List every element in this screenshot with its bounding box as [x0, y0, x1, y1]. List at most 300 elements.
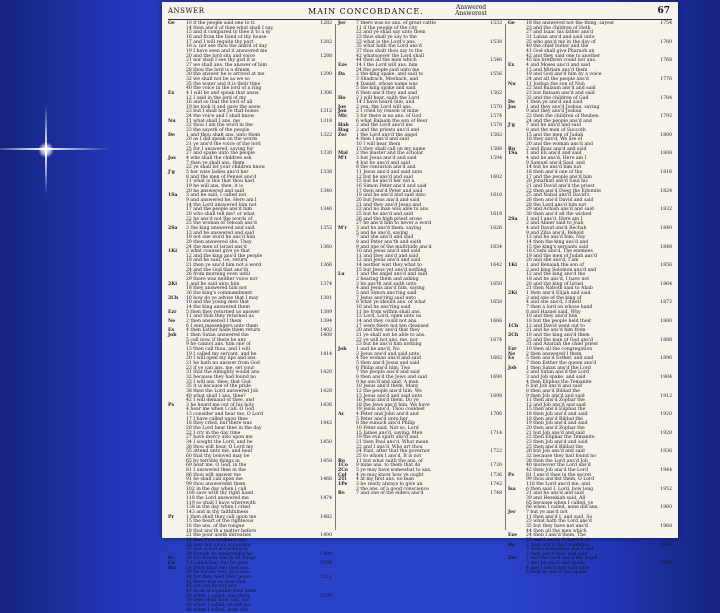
- column-1: [168, 21, 332, 613]
- entry-text: 5 and he ans'd, saying: [356, 230, 408, 236]
- book-ref: Joe: [338, 104, 347, 110]
- entry-text: 37 and I ans'd, O Lord God: [526, 537, 589, 543]
- book-ref: Jos: [168, 156, 176, 162]
- verse-number: 1538: [490, 39, 502, 45]
- book-ref: Ezr: [508, 346, 517, 352]
- verse-number: 1512: [320, 575, 332, 581]
- entry-text: 25 but he ans'd and said: [356, 211, 413, 217]
- entry-text: 35 it is because of the pride: [186, 384, 252, 390]
- entry-text: 23 thus shall ye say to the: [356, 34, 417, 40]
- entry-text: 3 he heard me out of his holy: [186, 402, 255, 408]
- verse-number: 1730: [490, 463, 502, 469]
- entry-text: 8 then ans'd the Jews and said: [356, 374, 427, 380]
- entry-text: 22 then Eliphaz the Temanite: [526, 435, 595, 441]
- entry-text: 14 I the Lord will ans. him: [356, 62, 418, 68]
- entry-text: 18 Cushi ans'd, The enemies: [526, 249, 593, 255]
- entry-text: 60 that thy beloved may be: [186, 454, 250, 460]
- entry-text: 17 and the people ans'd him: [186, 207, 252, 213]
- entry-text: 42 and they said one to another: [526, 53, 601, 59]
- entry-text: 5 the king spake and said: [356, 86, 416, 92]
- entry-text: 35 what hath the Lord ans'd: [356, 44, 422, 50]
- book-ref: Ne: [508, 351, 516, 357]
- entry-text: 22 and Balaam ans'd and said: [526, 86, 596, 92]
- verse-number: 1574: [490, 114, 502, 120]
- verse-number: 1816: [660, 170, 672, 175]
- book-ref: Zec: [508, 556, 518, 562]
- entry-text: 16 the ans. of the tongue: [186, 523, 245, 529]
- entry-text: 22 he ans'd not the words of: [186, 216, 253, 222]
- entry-text: 9 he ans'd and said, A man: [356, 379, 419, 385]
- book-ref: Ca: [168, 561, 175, 567]
- entry-text: 14 what shall one then ans.: [186, 565, 251, 571]
- verse-number: 1968: [660, 523, 672, 529]
- verse-number: 1490: [320, 533, 332, 539]
- verse-number: 1920: [660, 412, 672, 418]
- entry-text: 21 ye shall not be able to ans.: [356, 332, 426, 338]
- entry-text: 18 they ans'd, We are of: [526, 137, 583, 143]
- entry-text: 13 then call thou, and I will: [186, 346, 251, 352]
- verse-number: 1928: [660, 430, 672, 436]
- entry-text: 14 and they could not ans.: [356, 319, 418, 324]
- entry-text: 29 there was neither voice nor: [186, 277, 258, 283]
- entry-text: 25 and Nabal ans'd David's: [526, 193, 590, 199]
- verse-number: 1650: [490, 281, 502, 287]
- entry-text: 40 the chief butler and the: [526, 44, 589, 50]
- verse-number: 1394: [320, 319, 332, 324]
- entry-text: 28 thou the lord is a dream: [186, 67, 250, 73]
- entry-text: 3 the king answered and said: [186, 225, 255, 231]
- entry-text: 22 and no man was able to ans.: [356, 207, 430, 213]
- entry-text: 49 in an acceptable time have: [186, 589, 256, 595]
- entry-text: 29 and Achish ans'd and said: [526, 207, 594, 213]
- entry-text: 42 whatsoever the Lord shall: [356, 53, 424, 59]
- column-2: [338, 22, 502, 532]
- entry-text: 25 to whom I ans'd, It is not: [356, 454, 422, 460]
- entry-text: 7 and she ans'd and said: [356, 235, 414, 241]
- entry-text: 22 I cry in the day time: [186, 430, 241, 436]
- entry-text: 2 and the Lord ans'd me: [356, 123, 413, 129]
- entry-text: 6 I sent messengers unto them: [186, 323, 259, 329]
- entry-text: 4 I will be and speak that answ.: [186, 90, 260, 96]
- entry-text: 32 we shall not be as we so: [186, 76, 250, 82]
- entry-text: 15 the heart of the righteous: [186, 519, 254, 525]
- entry-text: 26 then ans'd David and said: [526, 197, 594, 203]
- book-ref: Job: [168, 332, 177, 338]
- entry-text: 10 and Jesus ans'd and said: [356, 249, 421, 255]
- verse-number: 1856: [660, 263, 672, 269]
- entry-text: 23 but Balaam ans'd and said: [526, 90, 595, 96]
- book-ref: 2Ki: [168, 281, 177, 287]
- entry-text: 11 Jesus ans'd and said unto: [356, 170, 423, 175]
- entry-text: 38 then the Lord ans'd Job: [526, 458, 588, 464]
- entry-text: 25 then ans'd Bildad the: [526, 444, 583, 450]
- entry-text: 15 then ans'd Eliphaz the: [526, 407, 586, 413]
- entry-text: 19 and God ans'd him by a voice: [526, 72, 602, 78]
- entry-text: 21 and they ans'd Jesus and: [356, 202, 422, 208]
- entry-text: 99 thou answeredst them: [186, 481, 246, 487]
- entry-text: 9 Samuel ans'd Saul, and: [526, 160, 585, 166]
- entry-text: 9 mine ans. to them that do: [356, 463, 421, 469]
- book-ref: Nu: [168, 118, 176, 124]
- entry-text: 13 Lord, Lord, open unto us: [356, 314, 422, 320]
- entry-text: 12 and Jesus ans'd and said: [356, 258, 421, 264]
- book-ref: Da: [338, 72, 345, 78]
- book-ref: Jer: [338, 21, 346, 26]
- verse-number: 1330: [320, 151, 332, 157]
- verse-number: 1360: [320, 244, 332, 250]
- verse-number: 1888: [660, 337, 672, 343]
- entry-text: 21 and David ans'd the priest: [526, 183, 595, 189]
- entry-text: 91 he shall call upon me: [186, 477, 243, 483]
- book-ref: 1Co: [338, 463, 348, 469]
- book-ref: 1Ki: [508, 263, 517, 269]
- entry-text: 14 the Lord answered him not: [186, 202, 257, 208]
- verse-number: 1442: [320, 421, 332, 427]
- book-ref: Isa: [508, 486, 516, 492]
- entry-text: 3 and Job spake, and said: [526, 374, 586, 380]
- book-ref: Zec: [338, 132, 348, 138]
- entry-text: 20 and she ans'd, I am: [526, 258, 579, 264]
- entry-text: 33 what is the Lord's ans.: [356, 39, 417, 45]
- book-ref: Re: [338, 491, 345, 497]
- verse-number: 1420: [320, 370, 332, 376]
- entry-text: 7 then Esther the queen ans'd: [526, 360, 597, 366]
- book-ref: 2Ch: [168, 295, 179, 301]
- entry-text: 3 he ans'th and saith unto: [356, 281, 417, 287]
- entry-text: 11 he from within shall ans.: [356, 309, 421, 315]
- entry-text: 16 Simon Peter ans'd and said: [356, 183, 427, 189]
- entry-text: 3 and he said, I called not: [186, 193, 247, 199]
- entry-text: 6 Philip ans'd him, Two: [356, 365, 411, 371]
- verse-number: 1706: [490, 412, 502, 418]
- book-ref: M't: [338, 156, 347, 162]
- verse-number: 1736: [490, 472, 502, 478]
- entry-text: 10 how do ye advise that I may: [186, 295, 259, 301]
- verse-number: 1808: [660, 151, 672, 157]
- entry-text: 17 then ans'd Peter and said: [356, 188, 423, 194]
- entry-text: 21 and he ans'd and said: [526, 491, 584, 497]
- entry-text: 23 then Job ans'd and said: [526, 440, 588, 446]
- entry-text: 22 thou I am the word in the: [186, 123, 253, 129]
- entry-text: 24 and all the people ans'd: [526, 76, 589, 82]
- entry-text: 2 and the priests ans'd and: [356, 128, 420, 134]
- entry-text: 5 call now, if there be any: [186, 337, 247, 343]
- verse-number: 1824: [660, 188, 672, 194]
- entry-text: 108 save with thy right hand: [186, 491, 254, 497]
- book-ref: M'r: [338, 225, 347, 231]
- entry-text: 14 then the king ans'd and: [526, 239, 589, 245]
- entry-text: 7 but ye ans'd not: [526, 509, 568, 515]
- entry-text: 21 then ye ans'd him not a word: [186, 263, 262, 269]
- book-ref: Ps: [508, 472, 515, 478]
- entry-text: 24 Paul, after that the governor: [356, 449, 430, 455]
- entry-text: 15 the king's servants said: [526, 244, 589, 250]
- entry-text: 31 that the Almighty would ans.: [186, 370, 261, 376]
- entry-text: 22 then the children of Reuben: [526, 114, 599, 120]
- entry-text: 14 I have heard him, and: [356, 100, 415, 106]
- verse-number: 1436: [320, 402, 332, 408]
- entry-text: 4 and he ans'd, Here am I: [526, 156, 587, 162]
- entry-text: 3 the ans. of a good conscience: [356, 486, 430, 492]
- entry-text: 40 the voice in the lord of a ring: [186, 86, 262, 92]
- entry-text: 23 and the children of Heth: [526, 25, 591, 31]
- verse-number: 1338: [320, 170, 332, 175]
- entry-text: 19 he took it and gave the answ.: [186, 104, 262, 110]
- entry-text: 23 what hath the Lord ans'd: [526, 519, 592, 525]
- book-ref: Col: [338, 472, 347, 478]
- concordance-page: [162, 2, 678, 613]
- entry-text: 8 the eunuch ans'd Philip: [356, 421, 416, 427]
- entry-text: 3 for there is no ans. of God: [356, 114, 422, 120]
- column-divider: [505, 24, 506, 530]
- verse-number: 1960: [660, 505, 672, 511]
- verse-number: 1466: [320, 477, 332, 483]
- entry-text: 8 and Peter ans'th and saith: [356, 239, 422, 245]
- entry-text: 20 but Jesus ans'd and said: [356, 197, 420, 203]
- book-ref: 1Sa: [508, 151, 518, 157]
- entry-text: 33 I will ans. thee, that God: [186, 379, 251, 385]
- entry-text: 15 and Miriam ans'd them: [526, 67, 588, 73]
- entry-text: 21 and he ans'd him from: [526, 328, 586, 334]
- entry-text: 1 and they ans'd Joshua, saying: [526, 104, 600, 110]
- book-ref: 1Ki: [168, 249, 177, 255]
- entry-text: 6 then he ans'd and spake: [526, 570, 587, 576]
- book-ref: Ge: [508, 21, 515, 26]
- entry-text: 2 I cried by reason of mine: [356, 109, 419, 115]
- entry-text: 10 Peter said, Not so, Lord: [356, 426, 419, 432]
- book-ref: Ge: [168, 21, 175, 26]
- entry-text: 10 and they ans'd him: [526, 314, 578, 320]
- entry-text: 15 but he ans'd her not a: [356, 179, 415, 185]
- book-ref: Es: [508, 356, 515, 362]
- book-ref: [508, 571, 526, 576]
- verse-number: 1634: [490, 244, 502, 250]
- entry-text: 32 because they had found no: [526, 454, 596, 460]
- entry-text: 29 though he understand he: [186, 551, 253, 557]
- entry-text: 58 then shalt thou call, and: [186, 598, 250, 604]
- entry-text: 5 and Simon ans'ring said: [356, 291, 417, 297]
- guide-word-bottom: Answerest: [455, 10, 487, 17]
- entry-text: 4 and Jesus ans'd him, saying: [356, 286, 425, 292]
- entry-text: 23 if ye can ans. me, set your: [186, 365, 255, 371]
- entry-text: 45 his brethren could not ans.: [526, 58, 597, 64]
- column-3: [508, 21, 672, 576]
- verse-number: 1282: [320, 39, 332, 45]
- book-ref: Hag: [338, 128, 349, 134]
- entry-text: 22 ye will not ans. me, nor: [356, 337, 418, 343]
- entry-text: 5 I called him, but he gave: [186, 561, 249, 567]
- entry-text: 10 and he ans'ring said: [356, 305, 411, 311]
- entry-text: 30 then ans'd all the wicked: [526, 211, 592, 217]
- verse-number: 1556: [490, 72, 502, 78]
- entry-text: 8 and the men of Penuel ans'd: [186, 174, 257, 180]
- verse-number: 1366: [320, 263, 332, 269]
- verse-number: 1872: [660, 300, 672, 306]
- entry-text: 4 hear me when I call, O God: [186, 407, 255, 413]
- entry-text: 2 then answered I them: [526, 351, 582, 357]
- entry-text: 18 the Jews ans'd him, We have: [356, 402, 430, 408]
- verse-number: 1742: [490, 481, 502, 487]
- entry-text: 2 what counsel give ye that: [186, 249, 250, 255]
- entry-text: 16 Jesus ans'd them, Do ye: [356, 398, 419, 404]
- entry-text: 23 but I shall not ye that bones: [186, 109, 259, 115]
- entry-text: 44 then all the men which: [526, 528, 587, 534]
- verse-number: 1848: [660, 244, 672, 250]
- verse-number: 1768: [660, 58, 672, 64]
- entry-text: 3 and he ans'd and spake: [526, 561, 585, 567]
- entry-text: 20 who shall tell me? or what: [186, 211, 255, 217]
- entry-text: 1 then Satan ans'd the Lord: [526, 365, 591, 371]
- verse-number: 1588: [490, 146, 502, 152]
- entry-text: 25 for I answered, saying for: [186, 146, 254, 152]
- book-ref: Ne: [168, 319, 176, 324]
- entry-text: 4 then Eliphaz the Temanite: [526, 379, 592, 385]
- entry-text: 13 and he answered and said: [186, 230, 255, 236]
- entry-text: 40 what shall I ans. thee?: [186, 393, 246, 399]
- entry-text: 65 by terrible things in: [186, 458, 240, 464]
- verse-number: 1602: [490, 174, 502, 180]
- entry-text: 10 but money ans'th all things: [186, 556, 257, 562]
- book-ref: Mal: [338, 151, 348, 157]
- book-ref: Hab: [338, 123, 349, 129]
- verse-number: [320, 609, 332, 613]
- book-ref: Ex: [508, 62, 515, 68]
- entry-text: 118 the Lord ans'd me, and: [526, 481, 590, 487]
- entry-text: 69 hear me, O God, in the: [186, 463, 247, 469]
- column-divider: [335, 24, 336, 530]
- entry-text: 18 that ans'th a matter before: [186, 528, 257, 534]
- entry-text: 65 when I called, ye did not: [186, 603, 251, 609]
- verse-number: 1498: [320, 551, 332, 557]
- entry-text: 16 then Job ans'd and said: [526, 412, 588, 418]
- entry-text: 2 hearing them and asking: [356, 277, 419, 283]
- verse-number: 1832: [660, 207, 672, 213]
- entry-text: 4 Peter and John ans'd and: [356, 412, 419, 418]
- verse-number: 1381: [320, 295, 332, 301]
- entry-text: 8 then ans'd Bildad the: [526, 388, 580, 394]
- verse-number: 1626: [490, 225, 502, 231]
- entry-text: 13 consider and hear me, O Lord: [186, 412, 264, 418]
- guide-word-top: Answered: [455, 4, 487, 11]
- entry-text: 1 and he said unto him: [186, 281, 240, 287]
- entry-text: 7 Jesus ans'ring said unto: [356, 295, 416, 301]
- entry-text: 4 then I ans'd and said: [356, 137, 409, 143]
- entry-text: 26 ans. not a fool according: [186, 542, 251, 548]
- entry-text: 21 but Job ans'd and said: [526, 430, 585, 436]
- verse-number: 1346: [320, 207, 332, 213]
- entry-text: 46 yet can he not ans.: [186, 584, 238, 590]
- verse-number: 1984: [660, 561, 672, 567]
- entry-text: 9 then Job ans'd and said: [526, 393, 585, 399]
- book-ref: 1Pe: [338, 481, 348, 487]
- entry-text: 12 I said in the lord of my: [186, 95, 247, 101]
- verse-number: 1748: [490, 491, 502, 497]
- book-ref: 2Ki: [508, 291, 517, 297]
- verse-number: 1610: [490, 193, 502, 199]
- entry-text: 1 then Satan answered the: [186, 332, 249, 338]
- verse-number: 1458: [320, 458, 332, 464]
- header-left-word: ANSWER: [168, 7, 205, 15]
- entry-text: 14 neither wist they what to: [356, 263, 422, 269]
- entry-text: 4 and she ans'd, I dwell: [526, 300, 581, 306]
- verse-number: 1792: [660, 114, 672, 120]
- verse-number: 1840: [660, 225, 672, 231]
- entry-text: 9 and Ziba ans'd, Behold: [526, 230, 584, 236]
- entry-text: 12 but he ans'd and said: [356, 174, 413, 180]
- entry-text: 8 and the men of Succoth: [526, 128, 586, 134]
- entry-text: 24 the men of Israel ans'd: [186, 244, 247, 250]
- entry-text: 24 and the people ans'd and: [526, 118, 592, 124]
- verse-number: 1352: [320, 225, 332, 231]
- verse-number: 1722: [490, 449, 502, 455]
- entry-text: 1 then shall they call upon me: [186, 514, 257, 520]
- entry-text: 27 and Isaac his father ans'd: [526, 30, 594, 36]
- entry-text: 19 not one word he ans'd him: [186, 235, 256, 241]
- book-ref: De: [168, 132, 175, 138]
- entry-text: 6 then said I, Lord, how long: [526, 486, 594, 492]
- entry-text: 21 ye ans'd the voice of the lord: [186, 142, 261, 148]
- verse-number: 1784: [660, 95, 672, 101]
- entry-text: 4 then Esther bade them return: [186, 328, 261, 334]
- entry-text: 3 be ready always to give an: [356, 481, 423, 487]
- entry-text: 3 Jesus ans'd and said unto: [356, 351, 420, 357]
- book-ref: J'g: [508, 123, 515, 129]
- verse-number: 1474: [320, 495, 332, 501]
- entry-text: 9 he cannot ans. him one of: [186, 342, 251, 348]
- verse-number: 1282: [320, 21, 332, 26]
- entry-text: 18 they answered him not: [186, 286, 247, 292]
- verse-number: 1658: [490, 300, 502, 306]
- entry-text: 21 the poor useth intreaties: [186, 533, 252, 539]
- entry-text: 19 then Job ans'd and said: [526, 421, 588, 427]
- entry-text: 10 and the king ans'd them: [526, 332, 590, 338]
- verse-number: 1504: [320, 561, 332, 567]
- verse-number: 1374: [320, 281, 332, 287]
- entry-text: 5 then ans'd Esther, and said: [526, 356, 594, 362]
- entry-text: 55 attend unto me, and hear: [186, 449, 253, 455]
- entry-text: 11 if the people of the city: [356, 25, 418, 31]
- book-ref: Mic: [338, 114, 348, 120]
- book-ref: Nu: [508, 81, 516, 87]
- verse-number: 1936: [660, 449, 672, 455]
- entry-text: 4 and David ans'd Rechab: [526, 225, 587, 231]
- entry-text: 18 a. not see thou the ansrd of day: [186, 44, 268, 50]
- entry-text: 18 then ans'd Bildad the: [526, 416, 583, 422]
- entry-text: 18 but the people held their: [526, 319, 592, 324]
- entry-text: 11 what shall I ans. me: [186, 118, 241, 124]
- book-ref: Ho: [338, 95, 346, 101]
- verse-number: 1570: [490, 104, 502, 110]
- book-ref: Ac: [338, 412, 345, 418]
- verse-number: 1800: [660, 132, 672, 138]
- entry-text: 20 he answered and said: [186, 188, 245, 194]
- entry-text: 10 if the people said one to it.: [186, 21, 256, 26]
- entry-text: 1 and he ans'd, No: [356, 346, 400, 352]
- entry-text: 36 the king's commandment: [186, 291, 253, 297]
- entry-text: 17 and the people ans'd him: [526, 174, 592, 180]
- entry-text: 22 and I ans'd, Who art thou: [356, 444, 423, 450]
- entry-text: 13 they shall call on my name: [356, 146, 426, 152]
- entry-text: 6 what Balaam the son of Beor: [356, 118, 428, 124]
- lens-flare: [0, 135, 120, 165]
- entry-text: 34 I sought the Lord, and he: [186, 440, 253, 446]
- book-ref: Ex: [168, 90, 175, 96]
- entry-text: 11 and they ans'd and said: [356, 253, 419, 259]
- verse-number: 1690: [490, 374, 502, 380]
- verse-number: 1318: [320, 118, 332, 124]
- entry-text: 8 what ye should ans. or what: [356, 300, 426, 306]
- entry-text: 38 then the Lord answered Job: [186, 388, 259, 394]
